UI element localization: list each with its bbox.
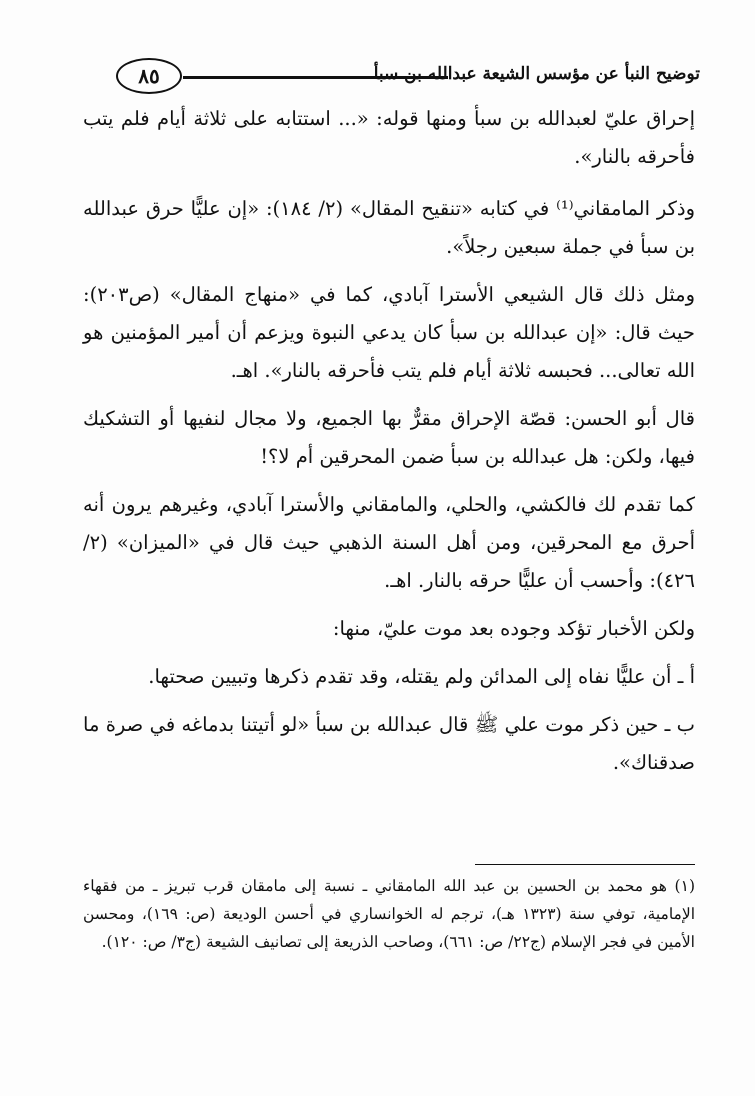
paragraph-1: إحراق عليّ لعبدالله بن سبأ ومنها قوله: «... استتابه على ثلاثة أيام فلم يتب فأحرقه بالنار». [83,107,695,168]
page-number: ٨٥ [116,58,182,94]
paragraph-2: وذكر المامقاني⁽¹⁾ في كتابه «تنقيح المقال» (٢/ ١٨٤): «إن عليًّا حرق عبدالله بن سبأ في جملة سبعين رجلاً». [83,197,695,258]
paragraph-3: ومثل ذلك قال الشيعي الأسترا آبادي، كما في «منهاج المقال» (ص٢٠٣): حيث قال: «إن عبدالله بن سبأ كان يدعي النبوة ويزعم أن أمير المؤمنين هو الله تعالى... فحبسه ثلاثة أيام فلم يتب فأحرقه بالنار». اهـ. [83,283,695,382]
paragraph-8: ب ـ حين ذكر موت علي ﷺ قال عبدالله بن سبأ «لو أتيتنا بدماغه في صرة ما صدقناك». [83,713,695,774]
running-title: توضيح النبأ عن مؤسس الشيعة عبدالله بن سبأ [373,64,700,84]
footnote-1: (١) هو محمد بن الحسين بن عبد الله المامقاني ـ نسبة إلى مامقان قرب تبريز ـ من فقهاء الإمامية، توفي سنة (١٣٢٣ هـ)، ترجم له الخوانساري في أحسن الوديعة (ص: ١٦٩)، ومحسن الأمين في فجر الإسلام (ج٢٢/ ص: ٦٦١)، وصاحب الذريعة إلى تصانيف الشيعة (ج٣/ ص: ١٢٠). [83,877,696,951]
header-rule [183,76,448,79]
paragraph-4: قال أبو الحسن: قصّة الإحراق مقرٌّ بها الجميع، ولا مجال لنفيها أو التشكيك فيها، ولكن: هل عبدالله بن سبأ ضمن المحرقين أم لا؟! [83,407,695,468]
paragraph-5: كما تقدم لك فالكشي، والحلي، والمامقاني والأسترا آبادي، وغيرهم يرون أنه أحرق مع المحرقين، ومن أهل السنة الذهبي حيث قال في «الميزان» (٢/ ٤٢٦): وأحسب أن عليًّا حرقه بالنار. اهـ. [83,493,695,592]
page-header [88,56,700,96]
footnote-separator [475,864,695,865]
main-text [83,100,695,792]
paragraph-6: ولكن الأخبار تؤكد وجوده بعد موت عليّ، منها: [332,617,695,640]
paragraph-7: أ ـ أن عليًّا نفاه إلى المدائن ولم يقتله، وقد تقدم ذكرها وتبيين صحتها. [148,665,695,688]
